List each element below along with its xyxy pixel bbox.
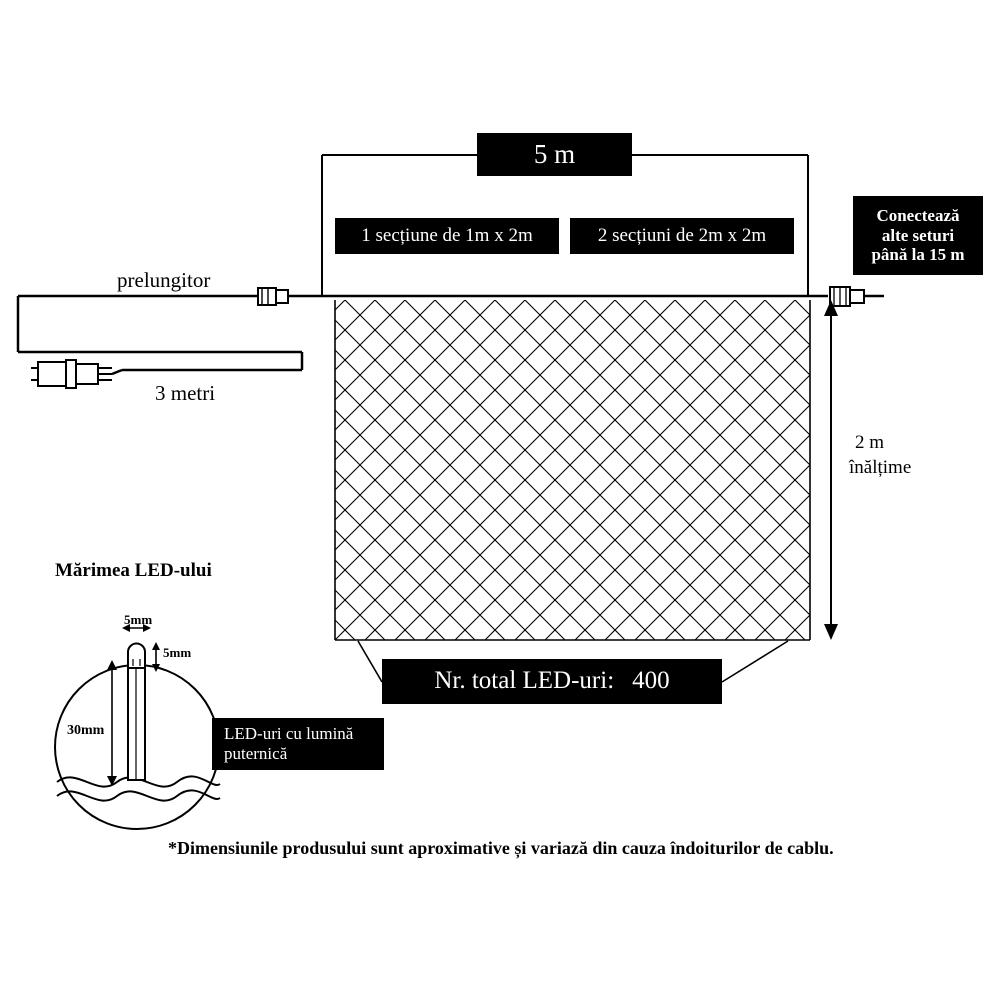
label-led-dome-height: 5mm	[163, 645, 192, 660]
label-led-size-title: Mărimea LED-ului	[55, 560, 212, 581]
label-section-two	[570, 218, 794, 254]
total-width-text: 5 m	[533, 138, 576, 169]
label-cord-length: 3 metri	[155, 381, 216, 405]
label-led-width: 5mm	[124, 612, 153, 627]
label-total-width	[477, 133, 632, 176]
label-total-leds	[382, 659, 722, 704]
label-led-body-height: 30mm	[67, 723, 105, 738]
connect-line-1: Conectează	[876, 206, 960, 226]
bright-line-1: LED-uri cu lumină	[224, 724, 354, 744]
label-section-one	[335, 218, 559, 254]
section-one-text: 1 secțiune de 1m x 2m	[361, 225, 533, 247]
label-bright-leds	[212, 718, 384, 770]
label-height-word: înălțime	[849, 457, 912, 478]
connect-line-2: alte seturi	[881, 225, 955, 245]
total-leds-value: 400	[632, 667, 670, 695]
total-leds-label: Nr. total LED-uri:	[434, 667, 615, 695]
label-height-value: 2 m	[855, 432, 885, 453]
label-footnote: *Dimensiunile produsului sunt aproximative și variază din cauza îndoiturilor de cablu.	[168, 838, 834, 858]
connect-line-3: până la 15 m	[871, 245, 965, 265]
section-two-text: 2 secțiuni de 2m x 2m	[597, 225, 767, 247]
label-connect-more-sets	[853, 196, 983, 275]
bright-line-2: puternică	[224, 744, 288, 763]
label-extension-cord: prelungitor	[117, 268, 211, 292]
